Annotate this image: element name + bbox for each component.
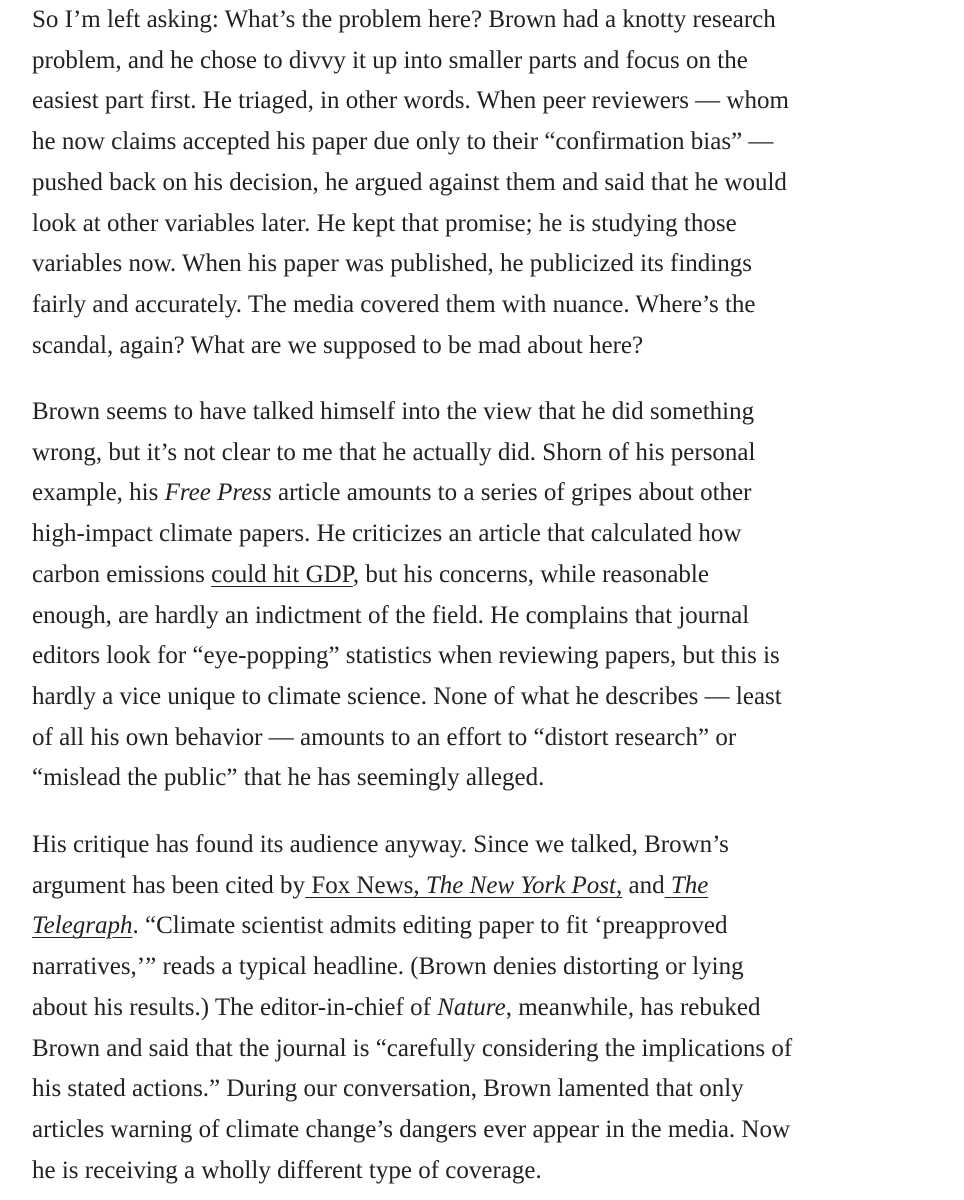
text-line: hardly a vice unique to climate science. None of what he describes — least [32, 682, 782, 710]
text-line: His critique has found its audience anyway. Since we talked, Brown’s [32, 831, 729, 858]
text-line: So I’m left asking: What’s the problem here? Brown had a knotty research [32, 6, 776, 33]
text-segment: argument has been cited by [32, 871, 306, 899]
text-segment: example, his [32, 479, 165, 507]
text-line: easiest part first. He triaged, in other words. When peer reviewers — whom [32, 87, 789, 115]
text-line: enough, are hardly an indictment of the field. He complains that journal [32, 601, 750, 629]
text-line: he is receiving a wholly different type of coverage. [32, 1156, 542, 1184]
publication-name-free-press: Free Press [164, 479, 272, 507]
text-line: editors look for “eye-popping” statistics when reviewing papers, but this is [32, 642, 780, 670]
link-could-hit-gdp[interactable]: could hit GDP [211, 560, 353, 588]
paragraph-brown-view [32, 392, 932, 799]
text-line: “mislead the public” that he has seemingly alleged. [32, 764, 545, 792]
text-line [32, 555, 932, 596]
text-line [32, 473, 932, 514]
text-line: he now claims accepted his paper due only to their “confirmation bias” — [32, 128, 774, 156]
text-line [32, 906, 932, 947]
text-line: problem, and he chose to divvy it up into smaller parts and focus on the [32, 46, 748, 74]
link-telegraph-continued-label: Telegraph [32, 912, 133, 940]
text-segment: . “Climate scientist admits editing paper to fit ‘preapproved [132, 912, 728, 940]
paragraph-problem [32, 0, 932, 366]
text-line: pushed back on his decision, he argued against them and said that he would [32, 168, 787, 196]
text-segment: about his results.) The editor-in-chief of [32, 993, 438, 1021]
text-line: fairly and accurately. The media covered them with nuance. Where’s the [32, 290, 756, 318]
text-line: his stated actions.” During our conversation, Brown lamented that only [32, 1075, 744, 1103]
text-segment: article amounts to a series of gripes about other [271, 479, 752, 507]
paragraph-critique-audience [32, 825, 932, 1191]
text-line: look at other variables later. He kept that promise; he is studying those [32, 209, 737, 237]
link-fox-news[interactable]: Fox News, [305, 871, 420, 899]
text-line [32, 866, 932, 907]
text-line: variables now. When his paper was published, he publicized its findings [32, 250, 752, 278]
text-segment: , meanwhile, has rebuked [505, 993, 761, 1021]
link-telegraph-label: The [664, 871, 709, 899]
link-telegraph[interactable] [665, 872, 709, 899]
text-line: wrong, but it’s not clear to me that he actually did. Shorn of his personal [32, 438, 756, 466]
link-new-york-post[interactable] [420, 872, 623, 899]
text-segment: carbon emissions [32, 560, 212, 588]
text-line: scandal, again? What are we supposed to be mad about here? [32, 331, 644, 359]
text-line: of all his own behavior — amounts to an effort to “distort research” or [32, 723, 737, 751]
link-telegraph-continued[interactable] [32, 912, 132, 939]
publication-name-nature: Nature [437, 993, 506, 1021]
text-segment: , but his concerns, while reasonable [352, 560, 709, 588]
link-new-york-post-label: The New York Post, [419, 871, 623, 899]
text-line: Brown and said that the journal is “carefully considering the implications of [32, 1034, 793, 1062]
text-line: Brown seems to have talked himself into the view that he did something [32, 398, 755, 425]
text-line: narratives,’” reads a typical headline. (Brown denies distorting or lying [32, 953, 744, 981]
text-line [32, 988, 932, 1029]
text-line: articles warning of climate change’s dangers ever appear in the media. Now [32, 1115, 791, 1143]
text-segment: and [622, 871, 665, 899]
text-line: high-impact climate papers. He criticizes an article that calculated how [32, 520, 742, 548]
